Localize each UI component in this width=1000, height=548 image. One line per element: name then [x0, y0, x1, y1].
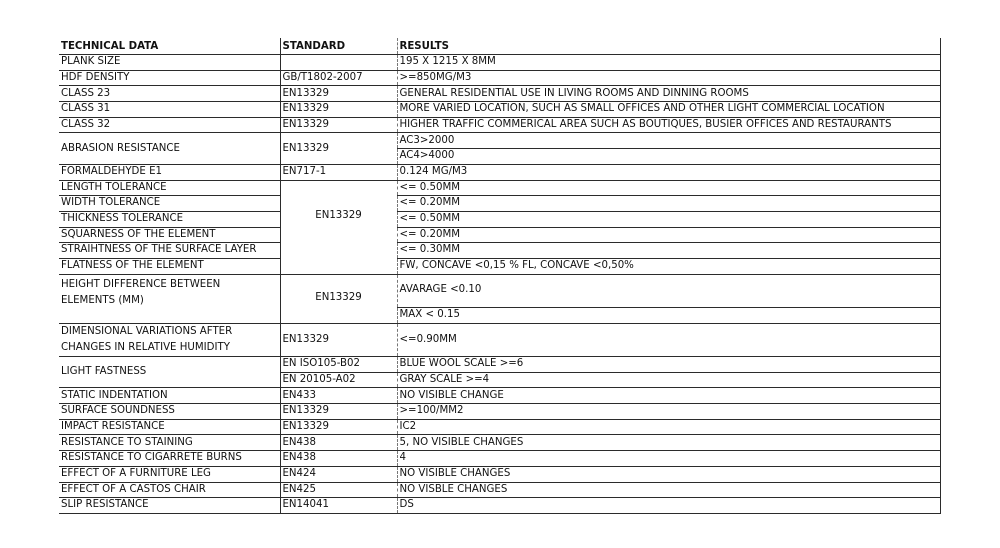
label-line: HEIGHT DIFFERENCE BETWEEN	[61, 278, 221, 290]
row-result: AC4>4000	[397, 149, 940, 165]
row-result: 5, NO VISIBLE CHANGES	[397, 435, 940, 451]
row-result: 4	[397, 451, 940, 467]
row-label: SLIP RESISTANCE	[59, 498, 280, 514]
row-result: NO VISIBLE CHANGE	[397, 388, 940, 404]
row-standard: GB/T1802-2007	[280, 70, 397, 86]
row-result: AVARAGE <0.10	[397, 274, 940, 307]
row-label: EFFECT OF A FURNITURE LEG	[59, 466, 280, 482]
label-line: CHANGES IN RELATIVE HUMIDITY	[61, 342, 230, 354]
row-result: <= 0.20MM	[397, 227, 940, 243]
row-result: >=100/MM2	[397, 404, 940, 420]
row-label: WIDTH TOLERANCE	[59, 196, 280, 212]
table-row	[59, 102, 940, 118]
table-row	[59, 70, 940, 86]
table-row	[59, 435, 940, 451]
row-standard: EN13329	[280, 102, 397, 118]
table-row	[59, 482, 940, 498]
row-label: CLASS 23	[59, 86, 280, 102]
row-result: AC3>2000	[397, 133, 940, 149]
row-result: NO VISIBLE CHANGES	[397, 466, 940, 482]
row-standard: EN13329	[280, 133, 397, 164]
label-line: ELEMENTS (MM)	[61, 294, 144, 306]
row-standard: EN425	[280, 482, 397, 498]
table-row	[59, 86, 940, 102]
table-row	[59, 274, 940, 307]
table-row	[59, 55, 940, 71]
row-result: FW, CONCAVE <0,15 % FL, CONCAVE <0,50%	[397, 258, 940, 274]
row-standard: EN13329	[280, 274, 397, 323]
table-row	[59, 180, 940, 196]
table-row	[59, 451, 940, 467]
row-standard: EN14041	[280, 498, 397, 514]
row-label: SQUARNESS OF THE ELEMENT	[59, 227, 280, 243]
header-standard: STANDARD	[280, 38, 397, 55]
row-standard: EN13329	[280, 419, 397, 435]
table-row	[59, 357, 940, 373]
row-standard: EN433	[280, 388, 397, 404]
row-label: ABRASION RESISTANCE	[59, 133, 280, 164]
row-standard: EN438	[280, 435, 397, 451]
row-label: CLASS 32	[59, 117, 280, 133]
row-result: 0.124 MG/M3	[397, 164, 940, 180]
row-standard: EN13329	[280, 404, 397, 420]
row-standard: EN717-1	[280, 164, 397, 180]
row-label	[59, 274, 280, 323]
row-label: FORMALDEHYDE E1	[59, 164, 280, 180]
table-row	[59, 258, 940, 274]
row-standard: EN424	[280, 466, 397, 482]
group-standard: EN13329	[280, 180, 397, 274]
header-results: RESULTS	[397, 38, 940, 55]
technical-data-sheet	[59, 38, 941, 514]
table-row	[59, 211, 940, 227]
row-standard: EN13329	[280, 86, 397, 102]
table-row	[59, 164, 940, 180]
row-label: STATIC INDENTATION	[59, 388, 280, 404]
row-standard: EN13329	[280, 324, 397, 357]
row-result: GRAY SCALE >=4	[397, 372, 940, 388]
row-result: MAX < 0.15	[397, 307, 940, 323]
row-result: 195 X 1215 X 8MM	[397, 55, 940, 71]
row-label: EFFECT OF A CASTOS CHAIR	[59, 482, 280, 498]
row-result: DS	[397, 498, 940, 514]
table-row	[59, 133, 940, 149]
table-row	[59, 227, 940, 243]
row-label: STRAIHTNESS OF THE SURFACE LAYER	[59, 243, 280, 259]
row-label: SURFACE SOUNDNESS	[59, 404, 280, 420]
row-result: <= 0.50MM	[397, 211, 940, 227]
row-result: <= 0.30MM	[397, 243, 940, 259]
table-row	[59, 196, 940, 212]
table-row	[59, 388, 940, 404]
row-label: HDF DENSITY	[59, 70, 280, 86]
row-label: PLANK SIZE	[59, 55, 280, 71]
row-standard: EN 20105-A02	[280, 372, 397, 388]
table-header-row	[59, 38, 940, 55]
row-result: IC2	[397, 419, 940, 435]
table-row	[59, 419, 940, 435]
table-row	[59, 117, 940, 133]
technical-data-table	[59, 38, 941, 514]
row-result: HIGHER TRAFFIC COMMERICAL AREA SUCH AS BOUTIQUES, BUSIER OFFICES AND RESTAURANTS	[397, 117, 940, 133]
row-label: RESISTANCE TO STAINING	[59, 435, 280, 451]
row-label: IMPACT RESISTANCE	[59, 419, 280, 435]
table-row	[59, 324, 940, 357]
label-line: DIMENSIONAL VARIATIONS AFTER	[61, 326, 233, 338]
row-label: LIGHT FASTNESS	[59, 357, 280, 388]
table-row	[59, 498, 940, 514]
row-label: RESISTANCE TO CIGARRETE BURNS	[59, 451, 280, 467]
header-technical-data: TECHNICAL DATA	[59, 38, 280, 55]
row-standard: EN438	[280, 451, 397, 467]
row-result: MORE VARIED LOCATION, SUCH AS SMALL OFFICES AND OTHER LIGHT COMMERCIAL LOCATION	[397, 102, 940, 118]
row-standard: EN ISO105-B02	[280, 357, 397, 373]
row-result: NO VISBLE CHANGES	[397, 482, 940, 498]
table-row	[59, 466, 940, 482]
table-row	[59, 404, 940, 420]
row-result: GENERAL RESIDENTIAL USE IN LIVING ROOMS AND DINNING ROOMS	[397, 86, 940, 102]
row-label: FLATNESS OF THE ELEMENT	[59, 258, 280, 274]
row-result: <= 0.50MM	[397, 180, 940, 196]
row-result: <=0.90MM	[397, 324, 940, 357]
row-standard	[280, 55, 397, 71]
row-label: CLASS 31	[59, 102, 280, 118]
row-result: >=850MG/M3	[397, 70, 940, 86]
row-result: <= 0.20MM	[397, 196, 940, 212]
row-label: LENGTH TOLERANCE	[59, 180, 280, 196]
table-row	[59, 243, 940, 259]
row-standard: EN13329	[280, 117, 397, 133]
row-label	[59, 324, 280, 357]
row-result: BLUE WOOL SCALE >=6	[397, 357, 940, 373]
row-label: THICKNESS TOLERANCE	[59, 211, 280, 227]
